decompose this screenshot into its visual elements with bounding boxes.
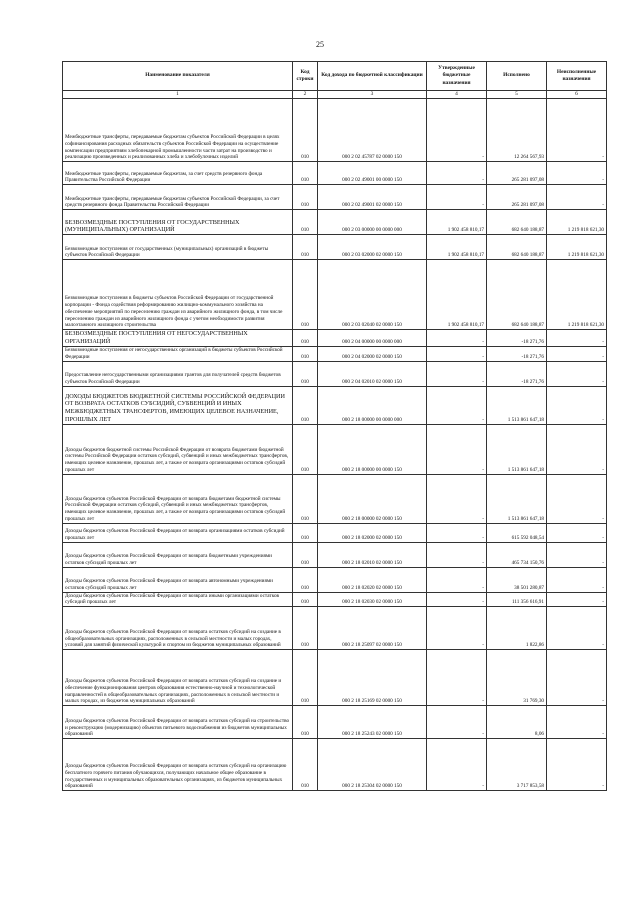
row-name — [63, 424, 293, 474]
row-executed: -18 271,76 — [487, 346, 547, 361]
row-executed: 465 734 150,76 — [487, 542, 547, 567]
table-row — [63, 523, 607, 542]
table-row — [63, 235, 607, 260]
row-income-code: 000 2 18 25097 02 0000 150 — [318, 607, 427, 650]
row-executed: 1 513 861 647,18 — [487, 474, 547, 523]
row-line-code: 010 — [293, 260, 318, 330]
row-income-code: 000 2 04 00000 00 0000 000 — [318, 330, 427, 347]
row-approved: - — [427, 542, 487, 567]
row-income-code: 000 2 02 45787 02 0000 150 — [318, 99, 427, 162]
row-approved: - — [427, 185, 487, 210]
column-number: 4 — [427, 91, 487, 99]
row-name-text: Доходы бюджетов субъектов Российской Федерации от возврата остатков субсидий на создание и обеспечение функционирования центров образования естественно-научной и технологической направленностей в общеобразовательных организациях, расположенных в сельской местности и малых городах, из бюджетов муниципальных образований — [65, 678, 282, 705]
row-name — [63, 99, 293, 162]
row-executed: 31 769,30 — [487, 650, 547, 706]
row-approved: 1 902 458 810,17 — [427, 210, 487, 235]
row-name-text: Доходы бюджетов субъектов Российской Федерации от возврата организациями остатков субсидий прошлых лет — [65, 528, 285, 541]
row-line-code: 010 — [293, 386, 318, 424]
row-approved: - — [427, 361, 487, 386]
row-line-code: 010 — [293, 210, 318, 235]
row-executed: 265 281 097,08 — [487, 185, 547, 210]
header-executed: Исполнено — [487, 62, 547, 91]
header-approved: Утвержденные бюджетные назначения — [427, 62, 487, 91]
row-line-code: 010 — [293, 185, 318, 210]
row-income-code: 000 2 18 02020 02 0000 150 — [318, 567, 427, 592]
row-name — [63, 235, 293, 260]
row-approved: - — [427, 330, 487, 347]
row-executed: 8,06 — [487, 706, 547, 739]
column-number: 3 — [318, 91, 427, 99]
row-income-code: 000 2 18 25304 02 0000 150 — [318, 739, 427, 791]
row-line-code: 010 — [293, 592, 318, 607]
row-executed: 3 717 853,58 — [487, 739, 547, 791]
row-unexecuted: - — [547, 567, 607, 592]
row-approved: - — [427, 386, 487, 424]
row-approved: - — [427, 474, 487, 523]
row-income-code: 000 2 18 02030 02 0000 150 — [318, 592, 427, 607]
column-number: 6 — [547, 91, 607, 99]
row-name-text: Доходы бюджетов субъектов Российской Федерации от возврата остатков субсидий на строительство и реконструкцию (модернизацию) объектов питьевого водоснабжения из бюджетов муниципальных образований — [65, 717, 290, 738]
row-unexecuted: - — [547, 162, 607, 185]
row-line-code: 010 — [293, 474, 318, 523]
row-unexecuted: - — [547, 361, 607, 386]
column-number: 1 — [63, 91, 293, 99]
row-approved: 1 902 458 810,17 — [427, 235, 487, 260]
row-name-text: Безвозмездные поступления от негосударственных организаций в бюджеты субъектов Российской Федерации — [65, 347, 283, 360]
row-income-code: 000 2 18 00000 02 0000 150 — [318, 474, 427, 523]
row-name — [63, 650, 293, 706]
row-name — [63, 523, 293, 542]
row-name-text: БЕЗВОЗМЕЗДНЫЕ ПОСТУПЛЕНИЯ ОТ НЕГОСУДАРСТВЕННЫХ ОРГАНИЗАЦИЙ — [65, 330, 248, 345]
row-income-code: 000 2 18 02000 02 0000 150 — [318, 523, 427, 542]
header-line-code: Код строки — [293, 62, 318, 91]
row-name-text: Доходы бюджетов субъектов Российской Федерации от возврата остатков субсидий на создание в общеобразовательных организациях, расположенных в сельской местности и малых городах, условий для занятий физической культурой и спортом из бюджетов муниципальных образований — [65, 628, 281, 649]
row-name — [63, 386, 293, 424]
row-name-text: Доходы бюджетов субъектов Российской Федерации от возврата иными организациями остатков субсидий прошлых лет — [65, 592, 279, 606]
header-row — [63, 62, 607, 91]
row-executed: 682 640 188,87 — [487, 260, 547, 330]
row-unexecuted: - — [547, 592, 607, 607]
row-name-text: БЕЗВОЗМЕЗДНЫЕ ПОСТУПЛЕНИЯ ОТ ГОСУДАРСТВЕННЫХ (МУНИЦИПАЛЬНЫХ) ОРГАНИЗАЦИЙ — [65, 218, 240, 234]
row-line-code: 010 — [293, 346, 318, 361]
row-line-code: 010 — [293, 330, 318, 347]
row-name-text: Безвозмездные поступления в бюджеты субъектов Российской Федерации от государственной корпорации - Фонда содействия реформированию жилищно-коммунального хозяйства на обеспечение мероприятий по переселению граждан из аварийного жилищного фонда, в том числе переселению граждан из аварийного жилищного фонда с учетом необходимости развития малоэтажного жилищного строительства — [65, 295, 283, 329]
table-row — [63, 567, 607, 592]
row-unexecuted: 1 219 818 621,30 — [547, 210, 607, 235]
table-row — [63, 361, 607, 386]
row-income-code: 000 2 18 25243 02 0000 150 — [318, 706, 427, 739]
table-row — [63, 607, 607, 650]
row-executed: 1 513 861 647,18 — [487, 424, 547, 474]
row-name — [63, 607, 293, 650]
row-name — [63, 474, 293, 523]
row-line-code: 010 — [293, 523, 318, 542]
row-unexecuted: - — [547, 99, 607, 162]
row-approved: - — [427, 424, 487, 474]
row-line-code: 010 — [293, 424, 318, 474]
row-income-code: 000 2 03 02000 02 0000 150 — [318, 235, 427, 260]
table-row — [63, 210, 607, 235]
row-unexecuted: - — [547, 424, 607, 474]
budget-execution-table — [62, 61, 607, 791]
row-name-text: Доходы бюджетов бюджетной системы Российской Федерации от возврата бюджетами бюджетной системы Российской Федерации остатков субсидий, субвенций и иных межбюджетных трансфертов, имеющих целевое назначение, прошлых лет, а также от возврата организациями остатков субсидий прошлых лет — [65, 446, 289, 473]
row-unexecuted: - — [547, 330, 607, 347]
row-line-code: 010 — [293, 542, 318, 567]
row-name — [63, 542, 293, 567]
row-income-code: 000 2 03 00000 00 0000 000 — [318, 210, 427, 235]
row-unexecuted: - — [547, 523, 607, 542]
row-approved: - — [427, 650, 487, 706]
row-income-code: 000 2 03 02040 02 0000 150 — [318, 260, 427, 330]
row-executed: 682 640 188,87 — [487, 235, 547, 260]
row-approved: - — [427, 739, 487, 791]
table-row — [63, 542, 607, 567]
row-line-code: 010 — [293, 650, 318, 706]
row-approved: - — [427, 99, 487, 162]
table-row — [63, 162, 607, 185]
row-approved: - — [427, 567, 487, 592]
row-name — [63, 739, 293, 791]
row-name — [63, 330, 293, 347]
row-unexecuted: - — [547, 185, 607, 210]
table-row — [63, 99, 607, 162]
row-name — [63, 361, 293, 386]
row-line-code: 010 — [293, 235, 318, 260]
row-line-code: 010 — [293, 162, 318, 185]
column-number: 5 — [487, 91, 547, 99]
row-name-text: Предоставление негосударственными организациями грантов для получателей средств бюджетов субъектов Российской Федерации — [65, 372, 281, 385]
row-executed: 615 592 048,54 — [487, 523, 547, 542]
row-income-code: 000 2 04 02000 02 0000 150 — [318, 346, 427, 361]
row-income-code: 000 2 18 00000 00 0000 000 — [318, 386, 427, 424]
row-unexecuted: - — [547, 739, 607, 791]
row-name-text: Межбюджетные трансферты, передаваемые бюджетам, за счет средств резервного фонда Правительства Российской Федерации — [65, 170, 263, 184]
row-name — [63, 260, 293, 330]
header-name: Наименование показателя — [63, 62, 293, 91]
row-line-code: 010 — [293, 607, 318, 650]
row-unexecuted: 1 219 818 621,30 — [547, 260, 607, 330]
row-line-code: 010 — [293, 361, 318, 386]
row-name — [63, 162, 293, 185]
row-approved: - — [427, 346, 487, 361]
column-number: 2 — [293, 91, 318, 99]
table-row — [63, 185, 607, 210]
row-name-text: ДОХОДЫ БЮДЖЕТОВ БЮДЖЕТНОЙ СИСТЕМЫ РОССИЙСКОЙ ФЕДЕРАЦИИ ОТ ВОЗВРАТА ОСТАТКОВ СУБСИДИЙ, СУБВЕНЦИЙ И ИНЫХ МЕЖБЮДЖЕТНЫХ ТРАНСФЕРТОВ, ИМЕЮЩИХ ЦЕЛЕВОЕ НАЗНАЧЕНИЕ, ПРОШЛЫХ ЛЕТ — [65, 392, 285, 423]
table-row — [63, 706, 607, 739]
table-row — [63, 346, 607, 361]
table-row — [63, 424, 607, 474]
row-unexecuted: - — [547, 474, 607, 523]
row-unexecuted: - — [547, 542, 607, 567]
table-row — [63, 330, 607, 347]
row-unexecuted: 1 219 818 621,30 — [547, 235, 607, 260]
row-name — [63, 210, 293, 235]
column-number-row — [63, 91, 607, 99]
table-row — [63, 474, 607, 523]
row-approved: - — [427, 706, 487, 739]
row-unexecuted: - — [547, 706, 607, 739]
row-income-code: 000 2 18 02010 02 0000 150 — [318, 542, 427, 567]
row-executed: 111 356 616,91 — [487, 592, 547, 607]
row-name-text: Доходы бюджетов субъектов Российской Федерации от возврата остатков субсидий на организацию бесплатного горячего питания обучающихся, получающих начальное общее образование в государственных и муниципальных образовательных организациях, из бюджетов муниципальных образований — [65, 763, 287, 790]
page-number: 25 — [316, 40, 324, 49]
table-row — [63, 260, 607, 330]
header-income-code: Код дохода по бюджетной классификации — [318, 62, 427, 91]
row-executed: 12 264 567,93 — [487, 99, 547, 162]
row-approved: - — [427, 607, 487, 650]
row-name — [63, 706, 293, 739]
row-approved: - — [427, 162, 487, 185]
row-income-code: 000 2 02 49001 02 0000 150 — [318, 185, 427, 210]
row-name-text: Безвозмездные поступления от государственных (муниципальных) организаций в бюджеты субъектов Российской Федерации — [65, 245, 269, 259]
row-income-code: 000 2 02 49001 00 0000 150 — [318, 162, 427, 185]
row-unexecuted: - — [547, 607, 607, 650]
row-name-text: Доходы бюджетов субъектов Российской Федерации от возврата автономными учреждениями остатков субсидий прошлых лет — [65, 578, 273, 591]
table-row — [63, 386, 607, 424]
row-approved: 1 902 458 810,17 — [427, 260, 487, 330]
row-name — [63, 592, 293, 607]
row-name-text: Доходы бюджетов субъектов Российской Федерации от возврата бюджетными учреждениями остатков субсидий прошлых лет — [65, 553, 272, 566]
row-unexecuted: - — [547, 386, 607, 424]
row-executed: 1 513 861 647,18 — [487, 386, 547, 424]
table-row — [63, 739, 607, 791]
row-name-text: Межбюджетные трансферты, передаваемые бюджетам субъектов Российской Федерации, за счет средств резервного фонда Правительства Российской Федерации — [65, 195, 280, 209]
row-executed: 682 640 188,87 — [487, 210, 547, 235]
row-executed: 265 281 097,08 — [487, 162, 547, 185]
row-line-code: 010 — [293, 706, 318, 739]
row-executed: -18 271,76 — [487, 330, 547, 347]
row-line-code: 010 — [293, 567, 318, 592]
header-unexecuted: Неисполненные назначения — [547, 62, 607, 91]
row-income-code: 000 2 18 25169 02 0000 150 — [318, 650, 427, 706]
row-executed: 1 822,86 — [487, 607, 547, 650]
row-income-code: 000 2 04 02010 02 0000 150 — [318, 361, 427, 386]
row-approved: - — [427, 592, 487, 607]
table-row — [63, 592, 607, 607]
row-unexecuted: - — [547, 650, 607, 706]
row-name — [63, 185, 293, 210]
table-row — [63, 650, 607, 706]
row-line-code: 010 — [293, 99, 318, 162]
row-name — [63, 346, 293, 361]
row-approved: - — [427, 523, 487, 542]
row-executed: -18 271,76 — [487, 361, 547, 386]
row-line-code: 010 — [293, 739, 318, 791]
row-income-code: 000 2 18 00000 00 0000 150 — [318, 424, 427, 474]
row-name — [63, 567, 293, 592]
row-unexecuted: - — [547, 346, 607, 361]
row-name-text: Доходы бюджетов субъектов Российской Федерации от возврата бюджетами бюджетной системы Российской Федерации остатков субсидий, субвенций и иных межбюджетных трансфертов, имеющих целевое назначение, прошлых лет, а также от возврата организациями остатков субсидий прошлых лет — [65, 495, 286, 522]
row-executed: 38 501 280,87 — [487, 567, 547, 592]
row-name-text: Межбюджетные трансферты, передаваемые бюджетам субъектов Российской Федерации в целях софинансирования расходных обязательств субъектов Российской Федерации на осуществление компенсации предприятиям хлебопекарной промышленности части затрат на производство и реализацию произведенных и реализованных хлеба и хлебобулочных изделий — [65, 134, 280, 161]
